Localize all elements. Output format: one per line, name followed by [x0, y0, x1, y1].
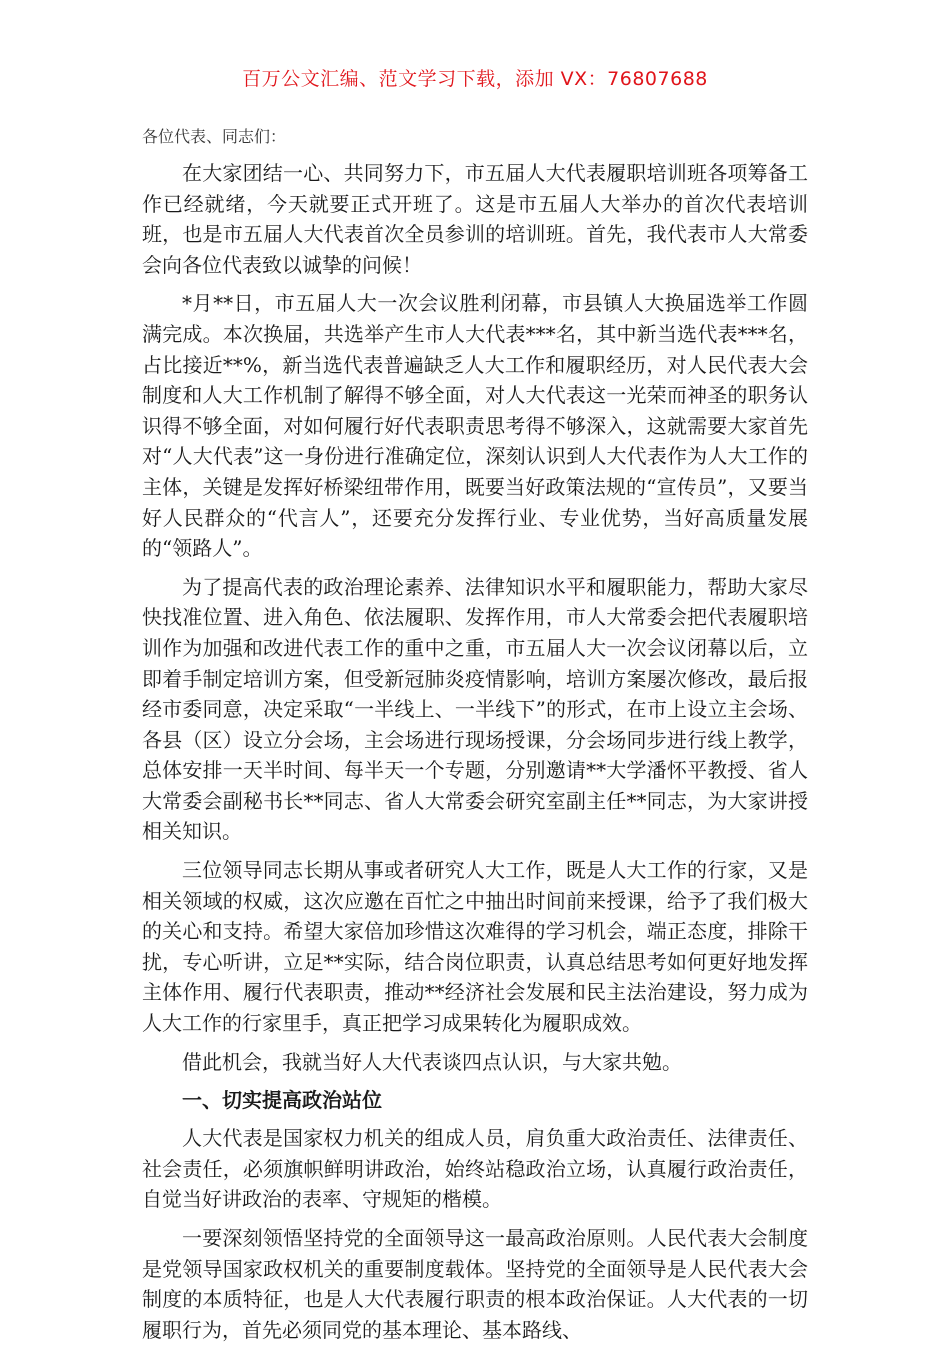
header-banner: 百万公文汇编、范文学习下载，添加 VX：76807688 — [242, 68, 708, 90]
paragraph: 为了提高代表的政治理论素养、法律知识水平和履职能力，帮助大家尽快找准位置、进入角色、依法履职、发挥作用，市人大常委会把代表履职培训作为加强和改进代表工作的重中之重，市五届人大一次会议闭幕以后，立即着手制定培训方案，但受新冠肺炎疫情影响，培训方案屡次修改，最后报经市委同意，决定采取“一半线上、一半线下”的形式，在市上设立主会场、各县（区）设立分会场，主会场进行现场授课，分会场同步进行线上教学，总体安排一天半时间、每半天一个专题，分别邀请**大学潘怀平教授、省人大常委会副秘书长**同志、省人大常委会研究室副主任**同志，为大家讲授相关知识。 — [142, 574, 808, 844]
paragraph: *月**日，市五届人大一次会议胜利闭幕，市县镇人大换届选举工作圆满完成。本次换届，共选举产生市人大代表***名，其中新当选代表***名，占比接近**%，新当选代表普遍缺乏人大工作和履职经历，对人民代表大会制度和人大工作机制了解得不够全面，对人大代表这一光荣而神圣的职务认识得不够全面，对如何履行好代表职责思考得不够深入，这就需要大家首先对“人大代表”这一身份进行准确定位，深刻认识到人大代表作为人大工作的主体，关键是发挥好桥梁纽带作用，既要当好政策法规的“宣传员”，又要当好人民群众的“代言人”，还要充分发挥行业、专业优势，当好高质量发展的“领路人”。 — [142, 291, 808, 561]
paragraph: 在大家团结一心、共同努力下，市五届人大代表履职培训班各项筹备工作已经就绪，今天就要正式开班了。这是市五届人大举办的首次代表培训班，也是市五届人大代表首次全员参训的培训班。首先，我代表市人大常委会向各位代表致以诚挚的问候！ — [142, 161, 808, 277]
paragraph: 借此机会，我就当好人大代表谈四点认识，与大家共勉。 — [182, 1049, 682, 1074]
paragraph: 三位领导同志长期从事或者研究人大工作，既是人大工作的行家，又是相关领域的权威，这次应邀在百忙之中抽出时间前来授课，给予了我们极大的关心和支持。希望大家倍加珍惜这次难得的学习机会，端正态度，排除干扰，专心听讲，立足**实际，结合岗位职责，认真总结思考如何更好地发挥主体作用、履行代表职责，推动**经济社会发展和民主法治建设，努力成为人大工作的行家里手，真正把学习成果转化为履职成效。 — [142, 858, 808, 1036]
document-body — [142, 122, 808, 1353]
paragraph: 人大代表是国家权力机关的组成人员，肩负重大政治责任、法律责任、社会责任，必须旗帜鲜明讲政治，始终站稳政治立场，认真履行政治责任，自觉当好讲政治的表率、守规矩的楷模。 — [142, 1126, 808, 1212]
section-heading: 一、切实提高政治站位 — [182, 1088, 382, 1113]
paragraph: 一要深刻领悟坚持党的全面领导这一最高政治原则。人民代表大会制度是党领导国家政权机关的重要制度载体。坚持党的全面领导是人民代表大会制度的本质特征，也是人大代表履行职责的根本政治保证。人大代表的一切履职行为，首先必须同党的基本理论、基本路线、 — [142, 1226, 808, 1342]
salutation: 各位代表、同志们： — [142, 127, 287, 146]
